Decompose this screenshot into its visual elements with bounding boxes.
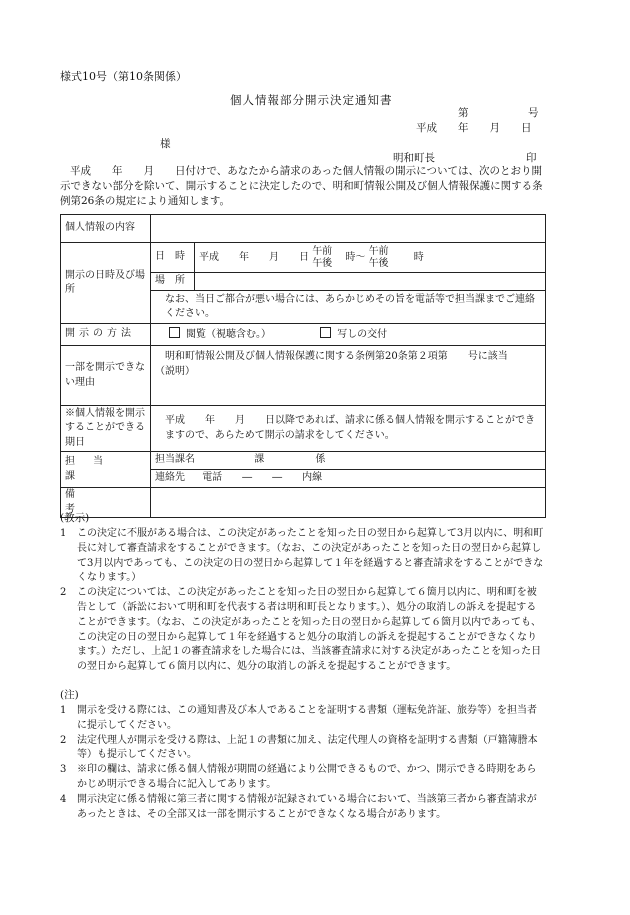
instruction-number: 1 — [60, 528, 67, 539]
document-number-go: 号 — [528, 107, 539, 119]
note-number: 3 — [60, 764, 67, 776]
instruction-item — [60, 527, 546, 586]
gogo-end: 午後 — [368, 257, 389, 269]
option-copy-label: 写しの交付 — [337, 328, 388, 340]
issuer-name: 明和町長 — [393, 152, 435, 164]
row-future-date — [61, 406, 546, 452]
kakari-text: 係 — [315, 454, 326, 466]
ji-end: 時 — [413, 252, 424, 263]
ji-kara: 時～ — [345, 252, 366, 263]
seal-mark: 印 — [526, 152, 537, 164]
method-options — [151, 324, 546, 346]
date-fill: 平成 年 月 日 — [199, 252, 309, 263]
note-text: 法定代理人が開示を受ける際は、上記１の書類に加え、法定代理人の資格を証明する書類（戸籍簿謄本等）も提示してください。 — [77, 734, 538, 761]
gozen-start: 午前 — [312, 246, 333, 257]
datetime-field — [195, 243, 546, 273]
notes-heading: (注) — [60, 689, 79, 701]
instruction-number: 2 — [60, 587, 67, 599]
row-datetime — [61, 243, 546, 273]
nichiji-label: 日 時 — [151, 243, 195, 273]
note-number: 1 — [60, 705, 67, 716]
checkbox-view[interactable] — [169, 327, 180, 338]
biko-label-text: 備考 — [65, 489, 111, 515]
renraku-label: 連絡先 — [155, 472, 185, 484]
future-date-text: 平成 年 月 日以降であれば、請求に係る個人情報を開示することができますので、あらためて開示の請求をしてください。 — [151, 406, 546, 452]
reason-label: 一部を開示できない理由 — [61, 346, 151, 406]
row-info-content — [61, 215, 546, 243]
instructions-heading: (教示) — [60, 512, 90, 524]
future-date-label: ※個人情報を開示することができる期日 — [61, 406, 151, 452]
row-reason — [61, 346, 546, 406]
datetime-place-label: 開示の日時及び場所 — [61, 243, 151, 324]
tanto-ka-label: 担当課名 — [155, 454, 195, 466]
row-tanto-ka — [61, 452, 546, 470]
biko-field — [151, 488, 546, 518]
note-item — [60, 763, 546, 793]
note-text: 開示を受ける際には、この通知書及び本人であることを証明する書類（運転免許証、旅券等）を担当者に提示してください。 — [77, 705, 537, 731]
am-pm-end — [369, 246, 389, 269]
notice-text: なお、当日ご都合が悪い場合には、あらかじめその旨を電話等で担当課までご連絡ください。 — [151, 291, 546, 324]
addressee-suffix: 様 — [160, 138, 171, 150]
note-number: 4 — [60, 793, 67, 805]
reason-text: 明和町情報公開及び個人情報保護に関する条例第20条第２項第 号に該当 — [165, 351, 508, 362]
option-view-label: 閲覧（視聴含む。） — [186, 328, 271, 340]
row-method — [61, 324, 546, 346]
instruction-text: この決定については、この決定があったことを知った日の翌日から起算して６箇月以内に、明和町を被告として（訴訟において明和町を代表する者は明和町長となります。）、処分の取消しの訴えを提起することができます。（なお、この決定があったことを知った日の翌日から起算して６箇月以内であっても、この決定の日の翌日から起算して１年を経過すると処分の取消しの訴えを提起することができなくなります。）ただし、上記１の審査請求をした場合には、当該審査請求に対する決定があったことを知った日の翌日から起算して６箇月以内に、処分の取消しの訴えを提起することができます。 — [77, 587, 542, 673]
method-label — [61, 324, 151, 346]
form-number: 様式10号（第10条関係） — [60, 70, 187, 83]
note-item — [60, 704, 546, 734]
method-label-text: 開示の方法 — [65, 328, 135, 340]
document-title: 個人情報部分開示決定通知書 — [230, 93, 393, 107]
contact-field — [151, 470, 546, 488]
note-text: ※印の欄は、請求に係る個人情報が期間の経過により公開できるもので、かつ、開示できる時期をあらかじめ明示できる場合に記入してあります。 — [77, 764, 537, 790]
gogo-start: 午後 — [312, 257, 333, 269]
instructions-list — [60, 527, 546, 675]
gozen-end: 午前 — [368, 246, 389, 257]
info-content-label: 個人情報の内容 — [61, 215, 151, 243]
row-biko — [61, 488, 546, 518]
am-pm-start — [312, 246, 332, 269]
phone-text: 電話 ― ― 内線 — [202, 472, 323, 484]
tanto-label-text: 担当課 — [65, 456, 121, 482]
document-number-dai: 第 — [458, 107, 469, 119]
reason-explain: （説明） — [155, 365, 195, 377]
tanto-label — [61, 452, 151, 488]
issue-date: 平成 年 月 日 — [416, 122, 532, 134]
basho-label: 場 所 — [151, 273, 195, 291]
disclosure-form-table — [60, 214, 546, 518]
note-item — [60, 793, 546, 823]
note-number: 2 — [60, 734, 67, 746]
instruction-text: この決定に不服がある場合は、この決定があったことを知った日の翌日から起算して3月以内に、明和町長に対して審査請求をすることができます。（なお、この決定があったことを知った日の翌日から起算して3月以内であっても、この決定の日の翌日から起算して１年を経過すると審査請求をすることができなくなります。） — [77, 528, 544, 584]
note-text: 開示決定に係る情報に第三者に関する情報が記録されている場合において、当該第三者から審査請求があったときは、その全部又は一部を開示することができなくなる場合があります。 — [77, 793, 537, 820]
info-content-field — [151, 215, 546, 243]
ka-text: 課 — [254, 454, 265, 466]
checkbox-copy[interactable] — [320, 327, 331, 338]
place-field — [195, 273, 546, 291]
note-item — [60, 734, 546, 764]
tanto-ka-field — [151, 452, 546, 470]
reason-field — [151, 346, 546, 406]
notes-list — [60, 704, 546, 822]
instruction-item — [60, 586, 546, 675]
intro-paragraph: 平成 年 月 日付けで、あなたから請求のあった個人情報の開示については、次のとおり開示できない部分を除いて、開示することに決定したので、明和町情報公開及び個人情報保護に関する条例第26条の規定により通知します。 — [60, 165, 543, 208]
